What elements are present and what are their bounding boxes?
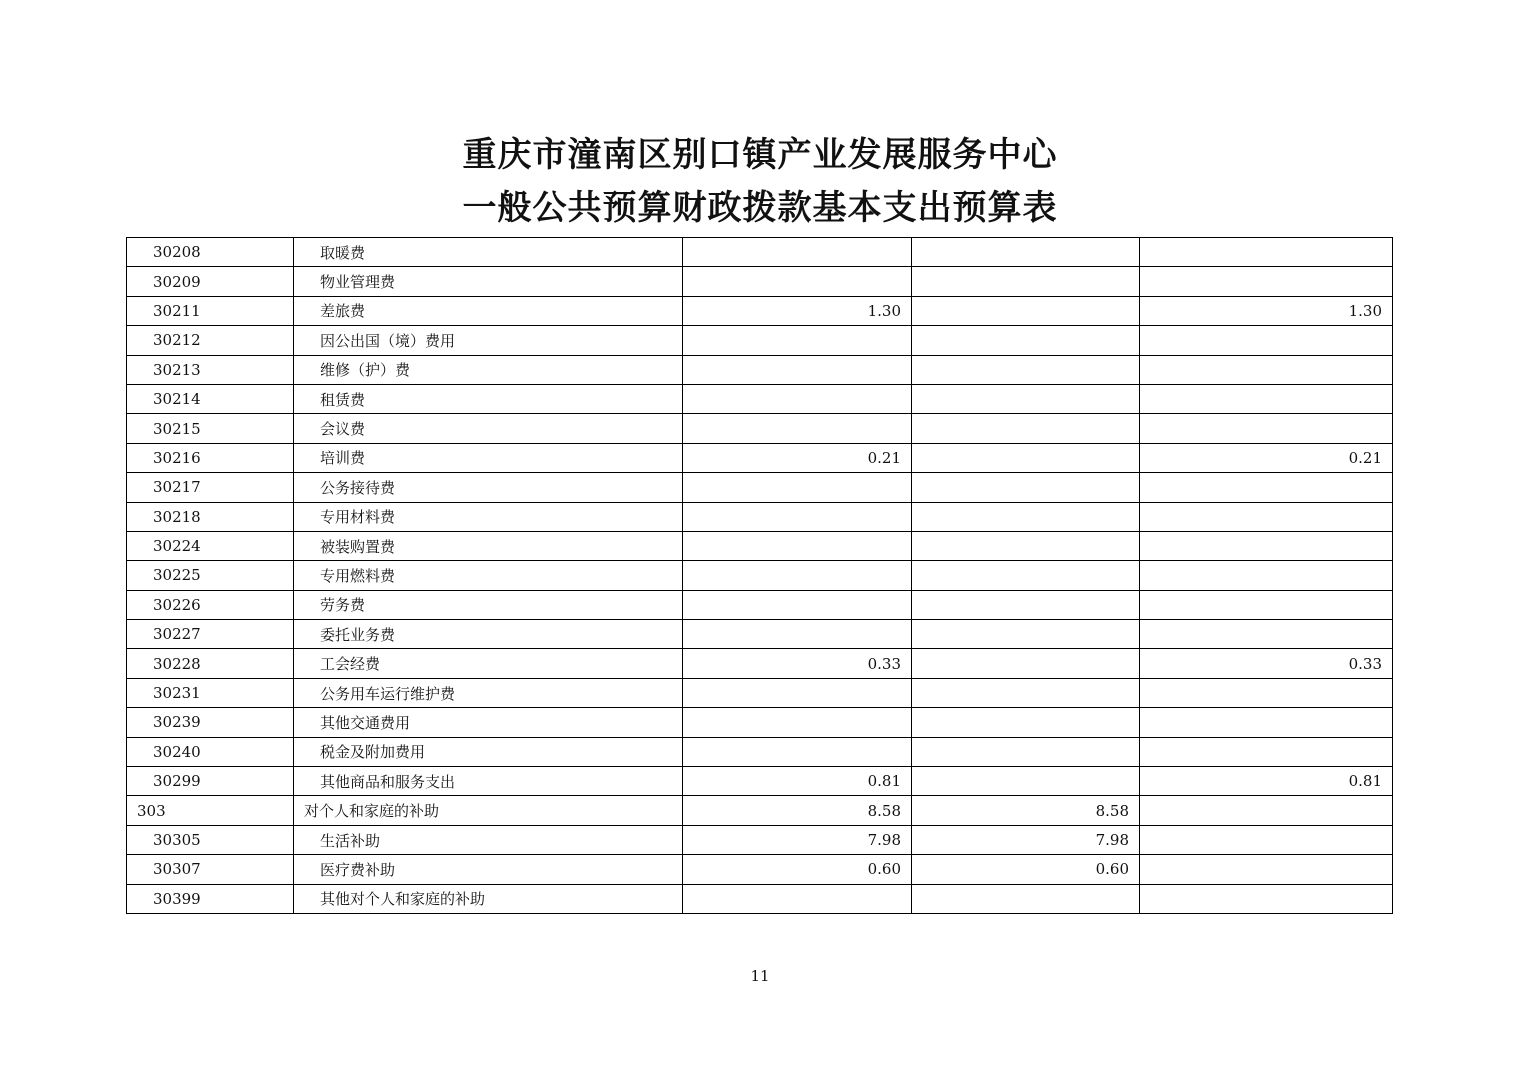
total-amount-cell: [683, 355, 912, 384]
total-amount-cell: [683, 884, 912, 913]
subject-code-cell: 30209: [127, 267, 294, 296]
public-amount-cell: 0.81: [1140, 767, 1393, 796]
public-amount-cell: [1140, 531, 1393, 560]
public-amount-cell: [1140, 796, 1393, 825]
public-amount-cell: 0.33: [1140, 649, 1393, 678]
total-amount-cell: [683, 590, 912, 619]
personnel-amount-cell: 0.60: [912, 855, 1140, 884]
personnel-amount-cell: [912, 767, 1140, 796]
personnel-amount-cell: [912, 708, 1140, 737]
subject-code-cell: 30307: [127, 855, 294, 884]
subject-name-cell: 取暖费: [294, 238, 683, 267]
subject-code-cell: 30224: [127, 531, 294, 560]
subject-code-cell: 30212: [127, 326, 294, 355]
personnel-amount-cell: [912, 590, 1140, 619]
public-amount-cell: [1140, 590, 1393, 619]
table-row: [127, 238, 1393, 267]
subject-name-cell: 租赁费: [294, 384, 683, 413]
table-row: [127, 326, 1393, 355]
table-row: [127, 267, 1393, 296]
subject-name-cell: 专用燃料费: [294, 561, 683, 590]
personnel-amount-cell: [912, 326, 1140, 355]
subject-code-cell: 30399: [127, 884, 294, 913]
subject-name-cell: 生活补助: [294, 825, 683, 854]
subject-name-cell: 会议费: [294, 414, 683, 443]
public-amount-cell: [1140, 384, 1393, 413]
personnel-amount-cell: [912, 443, 1140, 472]
subject-name-cell: 维修（护）费: [294, 355, 683, 384]
total-amount-cell: [683, 326, 912, 355]
public-amount-cell: 0.21: [1140, 443, 1393, 472]
personnel-amount-cell: [912, 737, 1140, 766]
total-amount-cell: [683, 238, 912, 267]
public-amount-cell: [1140, 737, 1393, 766]
total-amount-cell: [683, 473, 912, 502]
table-row: [127, 296, 1393, 325]
public-amount-cell: [1140, 238, 1393, 267]
total-amount-cell: 0.21: [683, 443, 912, 472]
personnel-amount-cell: [912, 678, 1140, 707]
subject-code-cell: 30216: [127, 443, 294, 472]
table-row: [127, 678, 1393, 707]
personnel-amount-cell: [912, 296, 1140, 325]
total-amount-cell: [683, 267, 912, 296]
total-amount-cell: [683, 384, 912, 413]
budget-table: [126, 237, 1393, 914]
subject-code-cell: 30228: [127, 649, 294, 678]
document-title-line-2: 一般公共预算财政拨款基本支出预算表: [462, 188, 1058, 228]
subject-name-cell: 其他商品和服务支出: [294, 767, 683, 796]
public-amount-cell: 1.30: [1140, 296, 1393, 325]
personnel-amount-cell: 8.58: [912, 796, 1140, 825]
subject-name-cell: 公务用车运行维护费: [294, 678, 683, 707]
total-amount-cell: [683, 414, 912, 443]
public-amount-cell: [1140, 678, 1393, 707]
subject-name-cell: 其他对个人和家庭的补助: [294, 884, 683, 913]
public-amount-cell: [1140, 708, 1393, 737]
total-amount-cell: [683, 531, 912, 560]
total-amount-cell: 0.60: [683, 855, 912, 884]
personnel-amount-cell: [912, 473, 1140, 502]
table-row: [127, 796, 1393, 825]
subject-name-cell: 培训费: [294, 443, 683, 472]
subject-name-cell: 税金及附加费用: [294, 737, 683, 766]
total-amount-cell: [683, 561, 912, 590]
personnel-amount-cell: [912, 414, 1140, 443]
subject-name-cell: 工会经费: [294, 649, 683, 678]
personnel-amount-cell: [912, 531, 1140, 560]
total-amount-cell: [683, 620, 912, 649]
total-amount-cell: 1.30: [683, 296, 912, 325]
total-amount-cell: [683, 502, 912, 531]
subject-code-cell: 30227: [127, 620, 294, 649]
personnel-amount-cell: [912, 502, 1140, 531]
personnel-amount-cell: [912, 384, 1140, 413]
subject-name-cell: 其他交通费用: [294, 708, 683, 737]
table-row: [127, 502, 1393, 531]
personnel-amount-cell: [912, 355, 1140, 384]
personnel-amount-cell: [912, 561, 1140, 590]
subject-name-cell: 被装购置费: [294, 531, 683, 560]
personnel-amount-cell: [912, 884, 1140, 913]
subject-name-cell: 劳务费: [294, 590, 683, 619]
public-amount-cell: [1140, 414, 1393, 443]
subject-code-cell: 30305: [127, 825, 294, 854]
table-row: [127, 384, 1393, 413]
table-row: [127, 443, 1393, 472]
personnel-amount-cell: [912, 649, 1140, 678]
subject-code-cell: 30299: [127, 767, 294, 796]
subject-name-cell: 公务接待费: [294, 473, 683, 502]
table-row: [127, 825, 1393, 854]
total-amount-cell: 7.98: [683, 825, 912, 854]
table-row: [127, 737, 1393, 766]
subject-name-cell: 差旅费: [294, 296, 683, 325]
subject-code-cell: 30240: [127, 737, 294, 766]
table-row: [127, 414, 1393, 443]
public-amount-cell: [1140, 502, 1393, 531]
subject-code-cell: 30218: [127, 502, 294, 531]
table-row: [127, 620, 1393, 649]
subject-code-cell: 30239: [127, 708, 294, 737]
public-amount-cell: [1140, 561, 1393, 590]
subject-name-cell: 委托业务费: [294, 620, 683, 649]
subject-code-cell: 30211: [127, 296, 294, 325]
document-title-line-1: 重庆市潼南区别口镇产业发展服务中心: [462, 135, 1058, 175]
table-row: [127, 473, 1393, 502]
table-row: [127, 561, 1393, 590]
total-amount-cell: [683, 678, 912, 707]
table-row: [127, 531, 1393, 560]
personnel-amount-cell: 7.98: [912, 825, 1140, 854]
subject-code-cell: 30215: [127, 414, 294, 443]
table-row: [127, 355, 1393, 384]
subject-name-cell: 对个人和家庭的补助: [294, 796, 683, 825]
table-row: [127, 649, 1393, 678]
total-amount-cell: [683, 737, 912, 766]
personnel-amount-cell: [912, 238, 1140, 267]
budget-table-body: [127, 238, 1393, 914]
total-amount-cell: [683, 708, 912, 737]
subject-name-cell: 医疗费补助: [294, 855, 683, 884]
table-row: [127, 884, 1393, 913]
subject-code-cell: 30208: [127, 238, 294, 267]
public-amount-cell: [1140, 326, 1393, 355]
table-row: [127, 590, 1393, 619]
subject-code-cell: 303: [127, 796, 294, 825]
public-amount-cell: [1140, 473, 1393, 502]
subject-code-cell: 30213: [127, 355, 294, 384]
public-amount-cell: [1140, 620, 1393, 649]
subject-name-cell: 物业管理费: [294, 267, 683, 296]
personnel-amount-cell: [912, 620, 1140, 649]
table-row: [127, 767, 1393, 796]
subject-name-cell: 专用材料费: [294, 502, 683, 531]
public-amount-cell: [1140, 825, 1393, 854]
table-row: [127, 855, 1393, 884]
page-number: 11: [750, 967, 770, 985]
personnel-amount-cell: [912, 267, 1140, 296]
subject-code-cell: 30217: [127, 473, 294, 502]
total-amount-cell: 0.81: [683, 767, 912, 796]
public-amount-cell: [1140, 855, 1393, 884]
total-amount-cell: 0.33: [683, 649, 912, 678]
table-row: [127, 708, 1393, 737]
total-amount-cell: 8.58: [683, 796, 912, 825]
subject-code-cell: 30231: [127, 678, 294, 707]
subject-code-cell: 30214: [127, 384, 294, 413]
public-amount-cell: [1140, 884, 1393, 913]
subject-name-cell: 因公出国（境）费用: [294, 326, 683, 355]
subject-code-cell: 30225: [127, 561, 294, 590]
public-amount-cell: [1140, 355, 1393, 384]
subject-code-cell: 30226: [127, 590, 294, 619]
public-amount-cell: [1140, 267, 1393, 296]
